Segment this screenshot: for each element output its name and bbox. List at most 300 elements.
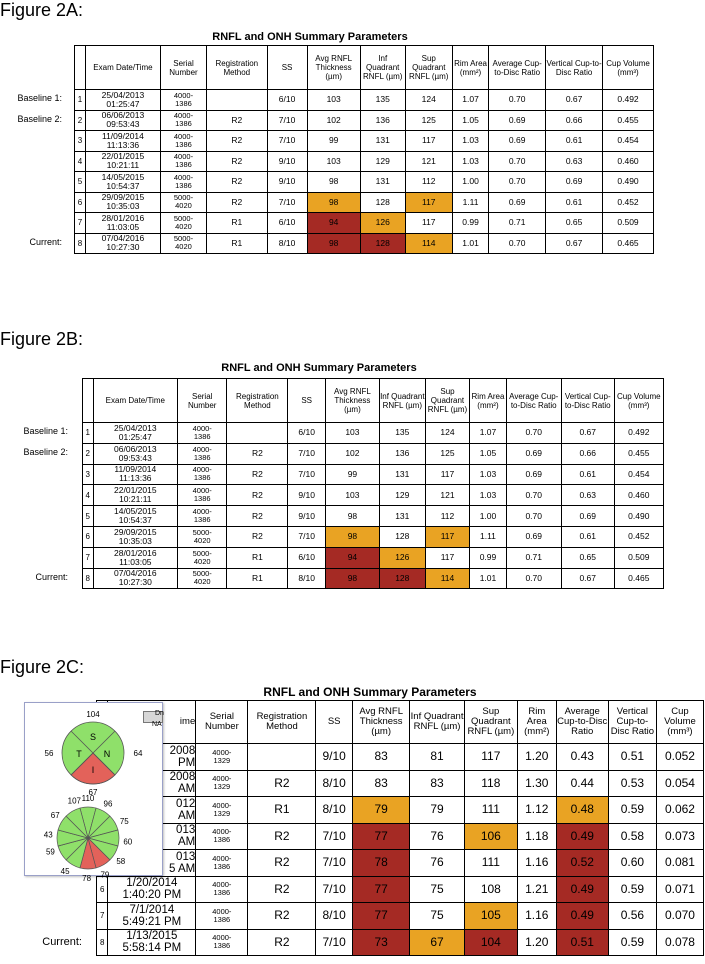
value-vcd: 0.66 bbox=[546, 110, 603, 131]
quadrant-value-right: 64 bbox=[133, 749, 143, 758]
registration-method: R2 bbox=[248, 823, 316, 850]
column-header: SS bbox=[288, 379, 326, 423]
value-cupvol: 0.509 bbox=[614, 547, 663, 568]
value-vcd: 0.58 bbox=[608, 823, 656, 850]
serial-number: 5000- 4020 bbox=[160, 192, 206, 213]
column-header bbox=[75, 46, 86, 90]
row-index: 7 bbox=[97, 903, 108, 930]
table-row bbox=[97, 929, 704, 956]
exam-datetime: 07/04/2016 10:27:30 bbox=[85, 233, 160, 254]
value-rim: 1.03 bbox=[470, 485, 506, 506]
clock-sector-value: 45 bbox=[60, 866, 70, 876]
column-header: Exam Date/Time bbox=[93, 379, 178, 423]
registration-method: R2 bbox=[227, 506, 288, 527]
value-cupvol: 0.455 bbox=[614, 443, 663, 464]
table-row bbox=[75, 192, 654, 213]
column-header: Exam Date/Time bbox=[85, 46, 160, 90]
rnfl-summary-table-b bbox=[82, 378, 664, 589]
value-inf: 131 bbox=[360, 131, 405, 152]
value-acd: 0.69 bbox=[506, 526, 561, 547]
table-row bbox=[97, 770, 704, 797]
column-header bbox=[83, 379, 94, 423]
exam-datetime: 07/04/2016 10:27:30 bbox=[93, 568, 178, 589]
clock-sector-value: 107 bbox=[67, 796, 81, 806]
row-index: 3 bbox=[83, 464, 94, 485]
value-sup: 108 bbox=[464, 876, 517, 903]
quadrant-label-t: T bbox=[76, 749, 82, 759]
row-label: Baseline 1: bbox=[17, 93, 62, 104]
column-header: Cup Volume (mm³) bbox=[614, 379, 663, 423]
signal-strength: 7/10 bbox=[288, 526, 326, 547]
value-inf: 128 bbox=[360, 192, 405, 213]
table-row bbox=[97, 823, 704, 850]
signal-strength: 6/10 bbox=[288, 423, 326, 444]
table-row bbox=[83, 485, 664, 506]
value-inf: 126 bbox=[379, 547, 425, 568]
signal-strength: 8/10 bbox=[316, 797, 353, 824]
value-sup: 111 bbox=[464, 797, 517, 824]
exam-datetime: 29/09/2015 10:35:03 bbox=[85, 192, 160, 213]
column-header: SS bbox=[267, 46, 307, 90]
value-vcd: 0.59 bbox=[608, 876, 656, 903]
signal-strength: 6/10 bbox=[288, 547, 326, 568]
row-index: 4 bbox=[83, 485, 94, 506]
value-vcd: 0.61 bbox=[546, 131, 603, 152]
value-vcd: 0.63 bbox=[546, 151, 603, 172]
column-header: Inf Quadrant RNFL (µm) bbox=[360, 46, 405, 90]
column-header: Sup Quadrant RNFL (µm) bbox=[425, 379, 470, 423]
column-header: Registration Method bbox=[227, 379, 288, 423]
row-label: Baseline 2: bbox=[23, 447, 68, 458]
row-label: Current: bbox=[42, 935, 82, 948]
value-avg: 79 bbox=[352, 797, 409, 824]
value-avg: 98 bbox=[307, 192, 360, 213]
exam-datetime: 2008 AM bbox=[108, 770, 196, 797]
value-avg: 73 bbox=[352, 929, 409, 956]
value-rim: 1.30 bbox=[517, 770, 556, 797]
exam-datetime: 28/01/2016 11:03:05 bbox=[93, 547, 178, 568]
table-title-a: RNFL and ONH Summary Parameters bbox=[212, 31, 408, 43]
row-index: 8 bbox=[75, 233, 86, 254]
registration-method: R2 bbox=[227, 526, 288, 547]
value-avg: 102 bbox=[325, 443, 379, 464]
value-inf: 128 bbox=[379, 526, 425, 547]
exam-datetime: 06/06/2013 09:53:43 bbox=[85, 110, 160, 131]
value-rim: 1.01 bbox=[452, 233, 488, 254]
serial-number: 4000- 1386 bbox=[160, 172, 206, 193]
exam-datetime: 012 AM bbox=[108, 797, 196, 824]
value-vcd: 0.53 bbox=[608, 770, 656, 797]
value-cupvol: 0.490 bbox=[614, 506, 663, 527]
value-cupvol: 0.454 bbox=[603, 131, 654, 152]
row-index: 7 bbox=[75, 213, 86, 234]
column-header: Serial Number bbox=[178, 379, 227, 423]
registration-method: R2 bbox=[207, 131, 268, 152]
column-header: Serial Number bbox=[160, 46, 206, 90]
quadrant-chart bbox=[45, 710, 143, 797]
value-rim: 1.00 bbox=[470, 506, 506, 527]
registration-method: R2 bbox=[207, 151, 268, 172]
quadrant-value-bottom: 67 bbox=[88, 788, 98, 797]
row-label: Baseline 2: bbox=[17, 113, 62, 124]
value-avg: 83 bbox=[352, 770, 409, 797]
value-avg: 98 bbox=[307, 172, 360, 193]
quadrant-label-s: S bbox=[89, 732, 97, 742]
serial-number: 4000- 1386 bbox=[196, 929, 248, 956]
exam-datetime: 1/20/2014 1:40:20 PM bbox=[108, 876, 196, 903]
value-acd: 0.44 bbox=[556, 770, 608, 797]
signal-strength: 7/10 bbox=[267, 131, 307, 152]
column-header: Vertical Cup-to-Disc Ratio bbox=[561, 379, 614, 423]
value-acd: 0.71 bbox=[489, 213, 546, 234]
value-inf: 135 bbox=[379, 423, 425, 444]
exam-datetime: 28/01/2016 11:03:05 bbox=[85, 213, 160, 234]
registration-method: R2 bbox=[248, 850, 316, 877]
value-vcd: 0.67 bbox=[561, 423, 614, 444]
signal-strength: 6/10 bbox=[267, 213, 307, 234]
signal-strength: 7/10 bbox=[316, 850, 353, 877]
value-rim: 1.11 bbox=[452, 192, 488, 213]
value-sup: 105 bbox=[464, 903, 517, 930]
value-vcd: 0.60 bbox=[608, 850, 656, 877]
value-rim: 1.07 bbox=[470, 423, 506, 444]
column-header: Rim Area (mm²) bbox=[470, 379, 506, 423]
clock-hour-chart bbox=[44, 794, 133, 883]
value-acd: 0.52 bbox=[556, 850, 608, 877]
quadrant-label-n: N bbox=[103, 749, 111, 759]
value-avg: 98 bbox=[325, 568, 379, 589]
value-vcd: 0.61 bbox=[561, 464, 614, 485]
clock-sector-value: 43 bbox=[43, 830, 53, 840]
signal-strength: 9/10 bbox=[267, 151, 307, 172]
signal-strength: 8/10 bbox=[288, 568, 326, 589]
registration-method: R1 bbox=[207, 233, 268, 254]
row-index: 5 bbox=[75, 172, 86, 193]
value-acd: 0.70 bbox=[489, 233, 546, 254]
value-vcd: 0.61 bbox=[546, 192, 603, 213]
exam-datetime: 013 5 AM bbox=[108, 850, 196, 877]
clock-sector-value: 78 bbox=[82, 874, 92, 883]
signal-strength: 7/10 bbox=[316, 929, 353, 956]
signal-strength: 8/10 bbox=[316, 770, 353, 797]
value-inf: 81 bbox=[410, 744, 464, 771]
value-vcd: 0.67 bbox=[546, 90, 603, 111]
value-cupvol: 0.454 bbox=[614, 464, 663, 485]
serial-number: 4000- 1329 bbox=[196, 797, 248, 824]
value-cupvol: 0.465 bbox=[614, 568, 663, 589]
value-vcd: 0.59 bbox=[608, 797, 656, 824]
column-header: Serial Number bbox=[196, 701, 248, 744]
value-sup: 117 bbox=[405, 213, 452, 234]
row-index: 3 bbox=[75, 131, 86, 152]
value-acd: 0.51 bbox=[556, 929, 608, 956]
exam-datetime: 11/09/2014 11:13:36 bbox=[85, 131, 160, 152]
exam-datetime: 7/1/2014 5:49:21 PM bbox=[108, 903, 196, 930]
value-cupvol: 0.465 bbox=[603, 233, 654, 254]
quadrant-value-left: 56 bbox=[44, 749, 54, 758]
signal-strength: 9/10 bbox=[267, 172, 307, 193]
value-rim: 1.11 bbox=[470, 526, 506, 547]
row-index: 2 bbox=[75, 110, 86, 131]
value-sup: 117 bbox=[464, 744, 517, 771]
registration-method: R2 bbox=[227, 485, 288, 506]
table-row bbox=[83, 568, 664, 589]
value-vcd: 0.59 bbox=[608, 929, 656, 956]
value-cupvol: 0.070 bbox=[656, 903, 703, 930]
value-sup: 111 bbox=[464, 850, 517, 877]
value-inf: 67 bbox=[410, 929, 464, 956]
value-cupvol: 0.460 bbox=[614, 485, 663, 506]
serial-number: 5000- 4020 bbox=[160, 233, 206, 254]
row-index: 6 bbox=[97, 876, 108, 903]
column-header: Registration Method bbox=[248, 701, 316, 744]
signal-strength: 6/10 bbox=[267, 90, 307, 111]
exam-datetime: 14/05/2015 10:54:37 bbox=[85, 172, 160, 193]
value-cupvol: 0.062 bbox=[656, 797, 703, 824]
table-row bbox=[75, 213, 654, 234]
value-vcd: 0.61 bbox=[561, 526, 614, 547]
table-row bbox=[75, 110, 654, 131]
value-cupvol: 0.452 bbox=[603, 192, 654, 213]
value-avg: 98 bbox=[325, 506, 379, 527]
registration-method: R2 bbox=[227, 464, 288, 485]
serial-number: 4000- 1329 bbox=[196, 744, 248, 771]
value-acd: 0.69 bbox=[506, 443, 561, 464]
row-index: 1 bbox=[83, 423, 94, 444]
signal-strength: 7/10 bbox=[288, 464, 326, 485]
registration-method bbox=[227, 423, 288, 444]
serial-number: 4000- 1386 bbox=[178, 443, 227, 464]
registration-method: R2 bbox=[227, 443, 288, 464]
value-acd: 0.69 bbox=[489, 110, 546, 131]
registration-method: R2 bbox=[248, 770, 316, 797]
row-index: 2 bbox=[83, 443, 94, 464]
column-header: Rim Area (mm²) bbox=[452, 46, 488, 90]
table-row bbox=[75, 172, 654, 193]
value-rim: 1.03 bbox=[452, 151, 488, 172]
column-header: Average Cup-to-Disc Ratio bbox=[506, 379, 561, 423]
rnfl-summary-table-c bbox=[96, 700, 704, 956]
value-acd: 0.69 bbox=[489, 131, 546, 152]
clock-sector-value: 58 bbox=[116, 856, 126, 866]
registration-method: R2 bbox=[248, 903, 316, 930]
value-cupvol: 0.455 bbox=[603, 110, 654, 131]
figure-2c-label: Figure 2C: bbox=[0, 657, 85, 677]
value-sup: 124 bbox=[405, 90, 452, 111]
value-vcd: 0.65 bbox=[546, 213, 603, 234]
signal-strength: 8/10 bbox=[267, 233, 307, 254]
value-inf: 128 bbox=[379, 568, 425, 589]
value-sup: 117 bbox=[405, 131, 452, 152]
column-header: Cup Volume (mm³) bbox=[603, 46, 654, 90]
row-label: Baseline 1: bbox=[23, 426, 68, 437]
serial-number: 5000- 4020 bbox=[178, 547, 227, 568]
value-avg: 94 bbox=[307, 213, 360, 234]
corner-label-dn: Dn bbox=[155, 710, 164, 717]
value-acd: 0.69 bbox=[489, 192, 546, 213]
serial-number: 4000- 1386 bbox=[178, 506, 227, 527]
figure-2b-label: Figure 2B: bbox=[0, 329, 84, 349]
value-sup: 124 bbox=[425, 423, 470, 444]
value-vcd: 0.51 bbox=[608, 744, 656, 771]
corner-label-na: NA bbox=[152, 721, 162, 728]
value-inf: 75 bbox=[410, 903, 464, 930]
value-avg: 103 bbox=[307, 151, 360, 172]
value-sup: 125 bbox=[425, 443, 470, 464]
signal-strength: 9/10 bbox=[288, 485, 326, 506]
registration-method: R2 bbox=[248, 929, 316, 956]
registration-method bbox=[248, 744, 316, 771]
table-row bbox=[83, 423, 664, 444]
table-row bbox=[83, 443, 664, 464]
value-inf: 76 bbox=[410, 823, 464, 850]
clock-sector-value: 110 bbox=[81, 794, 95, 803]
value-vcd: 0.67 bbox=[561, 568, 614, 589]
registration-method: R2 bbox=[207, 110, 268, 131]
signal-strength: 9/10 bbox=[288, 506, 326, 527]
serial-number: 4000- 1386 bbox=[160, 110, 206, 131]
value-avg: 103 bbox=[325, 485, 379, 506]
column-header: Average Cup-to-Disc Ratio bbox=[489, 46, 546, 90]
exam-datetime: 2008 PM bbox=[108, 744, 196, 771]
value-avg: 98 bbox=[325, 526, 379, 547]
value-vcd: 0.67 bbox=[546, 233, 603, 254]
serial-number: 4000- 1386 bbox=[160, 90, 206, 111]
sector-charts bbox=[25, 703, 162, 883]
value-vcd: 0.69 bbox=[546, 172, 603, 193]
serial-number: 4000- 1329 bbox=[196, 770, 248, 797]
row-index: 8 bbox=[97, 929, 108, 956]
registration-method: R2 bbox=[207, 192, 268, 213]
serial-number: 5000- 4020 bbox=[178, 568, 227, 589]
value-rim: 1.07 bbox=[452, 90, 488, 111]
value-rim: 1.05 bbox=[470, 443, 506, 464]
serial-number: 4000- 1386 bbox=[160, 151, 206, 172]
column-header: Average Cup-to-Disc Ratio bbox=[556, 701, 608, 744]
value-inf: 75 bbox=[410, 876, 464, 903]
signal-strength: 7/10 bbox=[316, 823, 353, 850]
value-cupvol: 0.492 bbox=[614, 423, 663, 444]
value-rim: 1.16 bbox=[517, 850, 556, 877]
signal-strength: 9/10 bbox=[316, 744, 353, 771]
clock-sector-value: 60 bbox=[123, 837, 133, 847]
clock-sector-value: 59 bbox=[45, 847, 55, 857]
value-sup: 121 bbox=[405, 151, 452, 172]
column-header: Vertical Cup-to-Disc Ratio bbox=[608, 701, 656, 744]
serial-number: 4000- 1386 bbox=[196, 876, 248, 903]
table-row bbox=[83, 464, 664, 485]
value-sup: 118 bbox=[464, 770, 517, 797]
exam-datetime: 22/01/2015 10:21:11 bbox=[85, 151, 160, 172]
column-header: SS bbox=[316, 701, 353, 744]
column-header: Avg RNFL Thickness (µm) bbox=[307, 46, 360, 90]
value-acd: 0.49 bbox=[556, 903, 608, 930]
value-sup: 104 bbox=[464, 929, 517, 956]
table-row bbox=[83, 526, 664, 547]
value-avg: 99 bbox=[307, 131, 360, 152]
value-rim: 1.01 bbox=[470, 568, 506, 589]
clock-sector-value: 75 bbox=[119, 817, 129, 827]
value-acd: 0.70 bbox=[489, 172, 546, 193]
serial-number: 4000- 1386 bbox=[178, 464, 227, 485]
table-row bbox=[97, 876, 704, 903]
table-row bbox=[75, 131, 654, 152]
registration-method: R1 bbox=[227, 568, 288, 589]
column-header: Avg RNFL Thickness (µm) bbox=[352, 701, 409, 744]
serial-number: 5000- 4020 bbox=[178, 526, 227, 547]
column-header: Inf Quadrant RNFL (µm) bbox=[379, 379, 425, 423]
value-avg: 77 bbox=[352, 876, 409, 903]
value-avg: 99 bbox=[325, 464, 379, 485]
value-vcd: 0.63 bbox=[561, 485, 614, 506]
value-sup: 121 bbox=[425, 485, 470, 506]
value-avg: 77 bbox=[352, 823, 409, 850]
value-rim: 1.03 bbox=[452, 131, 488, 152]
value-acd: 0.70 bbox=[489, 151, 546, 172]
quadrant-label-i: I bbox=[91, 765, 95, 775]
value-acd: 0.70 bbox=[506, 423, 561, 444]
value-acd: 0.49 bbox=[556, 876, 608, 903]
value-rim: 1.20 bbox=[517, 744, 556, 771]
column-header: Vertical Cup-to-Disc Ratio bbox=[546, 46, 603, 90]
table-row bbox=[75, 233, 654, 254]
value-cupvol: 0.492 bbox=[603, 90, 654, 111]
exam-datetime: 25/04/2013 01:25:47 bbox=[85, 90, 160, 111]
value-inf: 136 bbox=[360, 110, 405, 131]
value-cupvol: 0.078 bbox=[656, 929, 703, 956]
value-rim: 1.03 bbox=[470, 464, 506, 485]
exam-datetime: 06/06/2013 09:53:43 bbox=[93, 443, 178, 464]
registration-method: R1 bbox=[207, 213, 268, 234]
value-inf: 131 bbox=[360, 172, 405, 193]
value-vcd: 0.56 bbox=[608, 903, 656, 930]
value-avg: 103 bbox=[307, 90, 360, 111]
registration-method: R2 bbox=[207, 172, 268, 193]
value-sup: 117 bbox=[425, 547, 470, 568]
row-label: Current: bbox=[29, 236, 62, 247]
row-index: 7 bbox=[83, 547, 94, 568]
column-header: Avg RNFL Thickness (µm) bbox=[325, 379, 379, 423]
value-avg: 94 bbox=[325, 547, 379, 568]
value-sup: 114 bbox=[425, 568, 470, 589]
quadrant-value-top: 104 bbox=[86, 710, 100, 719]
value-cupvol: 0.054 bbox=[656, 770, 703, 797]
row-index: 5 bbox=[83, 506, 94, 527]
signal-strength: 7/10 bbox=[267, 110, 307, 131]
rnfl-sector-popup[interactable] bbox=[24, 702, 163, 883]
value-inf: 135 bbox=[360, 90, 405, 111]
value-inf: 136 bbox=[379, 443, 425, 464]
registration-method: R1 bbox=[227, 547, 288, 568]
column-header: Sup Quadrant RNFL (µm) bbox=[464, 701, 517, 744]
table-row bbox=[97, 850, 704, 877]
signal-strength: 7/10 bbox=[316, 876, 353, 903]
value-rim: 1.05 bbox=[452, 110, 488, 131]
exam-datetime: 25/04/2013 01:25:47 bbox=[93, 423, 178, 444]
value-vcd: 0.69 bbox=[561, 506, 614, 527]
clock-sector-value: 79 bbox=[100, 870, 110, 880]
figure-2a-label: Figure 2A: bbox=[0, 0, 84, 20]
table-title-b: RNFL and ONH Summary Parameters bbox=[221, 362, 417, 374]
value-acd: 0.69 bbox=[506, 464, 561, 485]
serial-number: 4000- 1386 bbox=[178, 485, 227, 506]
value-sup: 114 bbox=[405, 233, 452, 254]
table-row bbox=[83, 547, 664, 568]
row-index: 6 bbox=[83, 526, 94, 547]
value-avg: 103 bbox=[325, 423, 379, 444]
table-row bbox=[97, 903, 704, 930]
value-avg: 83 bbox=[352, 744, 409, 771]
